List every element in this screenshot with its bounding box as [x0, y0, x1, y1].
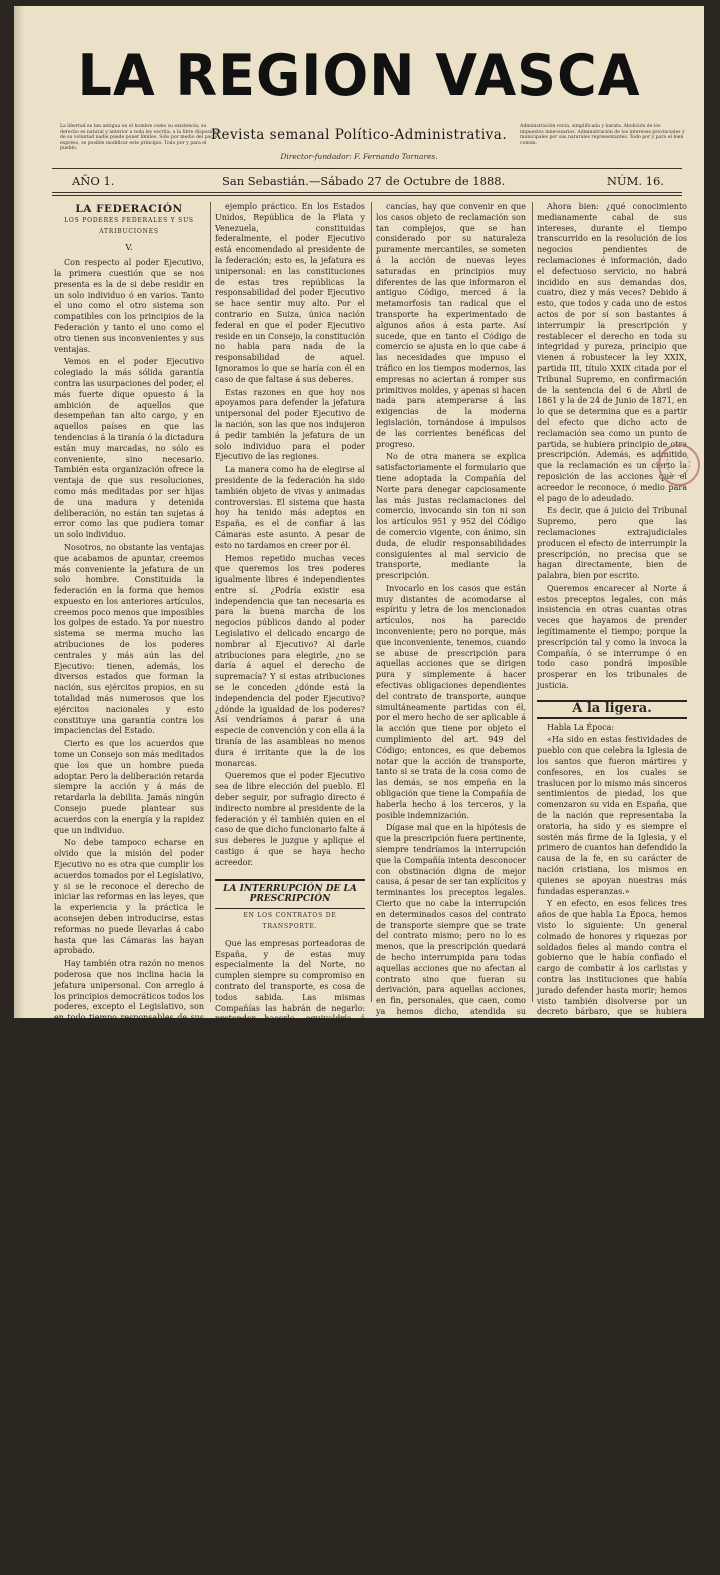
- column-3: [376, 202, 526, 1569]
- paragraph: Nosotros, no obstante las ventajas que acabamos de apuntar, creemos más conveniente la jefatura de un solo hombre. Constituida la federación en la forma que hemos expuesto en los anteriores artículos, creemos poco menos que imposibles los golpes de estado. Ya por nuestro sistema se merma mucho las atribuciones de los poderes centrales y más aún las del Ejecutivo: tienen, además, los diversos estados que forman la nación, sus ejércitos propios, en su totalidad más numerosos que los ejércitos nacionales y esto constituye una garantía contra los impaciencias del Estado.: [54, 542, 204, 736]
- year-label: AÑO 1.: [72, 174, 115, 188]
- paragraph: Queremos que el poder Ejecutivo sea de libre elección del pueblo. El deber seguir, por sufragio directo é indirecto nombre al presidente de la federación y él también quien en el caso de que dicho funcionario falte á sus deberes le juzgue y aplique el castigo á que se haya hecho acreedor.: [215, 771, 365, 867]
- column-1: [54, 202, 205, 1219]
- rule-bottom-2: [52, 195, 682, 196]
- paragraph: Habla La Época:: [547, 722, 615, 732]
- paragraph: Dígase mal que en la hipótesis de que la prescripción fuera pertinente, siempre tendríamos la interrupción que la Compañía intenta desconocer con obstinación digna de mejor causa, á pesar de ser tan explícitos y terminantes los preceptos legales. Cierto que no cabe la interrupción en determinados casos del contrato de transporte siempre que se trate del contrato mismo; pero no lo es menos, que la prescripción quedará de hecho interrumpida para todas aquellas acciones que no afectan al contrato sino que fueran su derivación, para aquellas acciones, en fin, personales, que caen, como ya hemos dicho, atendida su naturaleza, bajo las disposiciones del derecho común en consonancia á lo dispuesto en la ley V, título VIII, libro XI de la novísima recopilación. Y no podía ser otra cosa, dado el amplio criterio y los principios equitativos que informan la legislación sobre este punto concreto, cuando se presume y se presume muy bien, que el señalamiento de los plazos en la prescripción, supone necesariamente en la persona que, dentro de ellos, debe de realizar alguna formalidad judicial ó extrajudicial, la posibilidad material de obrar; pues existiendo el otro tanto: la reclamación administrativa, que precede la prescripción pierde la potestad de que pueda en ningún caso procederse en fundamento de la pérdida de los mismos derechos por prescripción.: [376, 823, 526, 1265]
- paragraph: Cierto es que los acuerdos que tome un Consejo son más meditados que los que un hombre pueda adoptar. Pero la deliberación retarda siempre la acción y á más de retardarla la debilita. Jamás ningún Consejo puede plantear sus acuerdos con la energía y la rapidez que un individuo.: [54, 739, 204, 835]
- issue-number: NÚM. 16.: [606, 174, 664, 188]
- masthead-title: LA REGION VASCA: [77, 42, 641, 109]
- date-label: San Sebastián.—Sábado 27 de Octubre de 1888.: [222, 174, 506, 188]
- paragraph: Da más fuerza ánuestras convicciones referentes á este punto, el siguiente: [54, 1187, 204, 1219]
- left-note: La libertad es tan antigua en el hombre como su existencia; su derecho es natural y anterior a toda ley escrita; a la libre disposición de su voluntad nadie puede poner límites. Sólo por medio del pacto expreso, es posible modificar este principio. Todo por y para el pueblo.: [60, 124, 221, 152]
- paragraph: La manera como ha de elegirse al presidente de la federación ha sido también objeto de vivas y animadas controversias. El sistema que hasta hoy ha tenido más adeptos en España, es el de confiar á las Cámaras este asunto. A pesar de esto no tardamos en creer por él.: [215, 465, 365, 550]
- paragraph: No debe tampoco echarse en olvido que la misión del poder Ejecutivo no es otra que cumplir los acuerdos tomados por el Legislativo, y si se le reconoce el derecho de iniciar las reformas en las leyes, que la experiencia y la práctica le aconsejen deben introducirse, estas reformas no puede llevarlas á cabo hasta que las Cámaras las hayan aprobado.: [54, 838, 204, 956]
- columns: [54, 202, 687, 1574]
- paragraph: Hemos repetido muchas veces que queremos los tres poderes igualmente libres é independientes entre sí. ¿Podría existir esa independencia que tan necesaria es para la buena marcha de los negocios públicos dando al poder Legislativo el delicado encargo de nombrar al Ejecutivo? Al darle atribuciones para elegirle, ¿no se daría á aquel el derecho de supremacía? Y si estas atribuciones se le conceden ¿dónde está la independencia del poder Ejecutivo? ¿dónde la igualdad de los poderes? Así vendríamos á parar á una especie de convención y con ella á la tiranía de las asambleas no menos dura é irritante que la de los monarcas.: [215, 553, 365, 768]
- paragraph: Esto es lo que España tiene que agradecer al hombre silbado en Zaragoza y aborrecido por toda la nación. Afortunadamente todas esas cosas y las instituciones que las hacen posibles, pasarán para no volver más, como ya ha pasado el Sr. Cánovas y los que le siguen.: [537, 1452, 687, 1537]
- director-line: Director-fundador: F. Fernando Tornares.: [280, 152, 438, 161]
- paragraph: Con respecto al poder Ejecutivo, la primera cuestión que se nos presenta es la de si debe residir en un solo individuo ó en varios. Tanto el uno como el otro sistema son compatibles con los principios de la Federación y tanto el uno como el otro tienen sus inconvenientes y sus ventajas.: [54, 258, 204, 354]
- federacion-heading: LA FEDERACIÓN: [75, 203, 183, 215]
- paragraph: Ahora bien: ¿qué conocimiento medianamente cabal de sus intereses, durante el tiempo transcurrido en la resolución de los negocios pendientes de reclamaciones é información, dado el defectuoso servicio, no habrá incidido en sus demandas dos, cuatro, diez y más veces? Debido á esto, que todos y cada uno de estos actos de por sí son bastantes á interrumpir la prescripción y restablecer el derecho en toda su integridad y pureza, principio que vienen á robustecer la ley XXIX, partida III, título XXIX citada por el Tribunal Supremo, en confirmación de la sentencia del 6 de Abril de 1861 y la de 24 de Junio de 1871, en lo que se determina que es a partir del efecto que dicho acto de reclamación sea como un punto de partida, se hubiera principio de otra prescripción. Además, es admitido que la reclamación es un cierto la reposición de las acciones que el acreedor le reconoce, ó medio para el pago de lo adeudado.: [537, 202, 687, 503]
- federacion-subheading: LOS PODERES FEDERALES Y SUS ATRIBUCIONES: [64, 216, 194, 235]
- rule-bottom: [52, 192, 682, 193]
- page-fold-shadow: [14, 6, 24, 1018]
- column-2: [215, 202, 365, 1220]
- prescripcion-heading: LA INTERRUPCIÓN DE LA PRESCRIPCIÓN: [215, 879, 365, 910]
- newspaper-page: [14, 6, 704, 1574]
- column-divider: [210, 202, 211, 1002]
- paragraph: Nuestro querido colega de Zamora, La: [537, 1553, 687, 1574]
- paragraph: Y en efecto, en esos felices tres años de que habla La Época, hemos visto lo siguiente: Un general colmado de honores y riquezas por soldados fieles al mando contra el gobierno que le había confiado el cargo de combatir á los carlistas y contra las instituciones que había jurado defender hasta morir; hemos visto también disolverse por un decreto bárbaro, que se hubiera negado á sancionar con su firma el sultán de marruecos, infinidad de familias constituidas al abrigo de la ley; hemos visto profanadas las aulas de la Universidad y acuchillados los estudiantes por el delito de defender á sus profesores; hemos visto cómo la soldadesca amotinada en Madrid, Badajoz y Burgos á indefensos ciudadanos; hemos visto á una nación amiga apoderarse, con el beneplácito de nuestros gobiernos, de unas islas que nos pertenecían; hemos visto al rey de España silbado en las calles de París por las torpezas de nuestros gobernantes; hemos visto encarcelados y desterrados muchos honrados ciudadanos, mientras vivían entre el lujo y la opulencia los defraudadores del Estado y los que por ese del mal derecho vendían á un periódico sus secretos de un convenio nuestro con los Estados Unidos; hemos visto arruinarse la agricultura, la industria y el comercio por la pésima administración de nuestros gobiernos; hemos visto y vemos á miles de nuestros hermanos emigrar á lejanos países por serles imposible vivir en España; hemos visto y vemos las leyes pisoteadas, la inmoralidad triunfante, los criminales libres, los hombres honrados postergados; España despoblada de escuelas y plagada de conventos; y hemos visto tantas cosas más que sería tarea larguísima enumerarlas.: [537, 899, 687, 1449]
- paragraph: Si en un principio se creyó indispensable la creación de este centro por el número inmenso de reclamaciones y por la simplificación que podría reportar, hoy, ante la multiplicidad de los cobros de los intereses derivados de las vías férreas, en vista de los crecientes necesidades del comercio, que tan extraordinariamente han aumentado los transportes de mer-: [215, 1091, 365, 1220]
- a-la-ligera-heading: A la ligera.: [537, 700, 687, 719]
- prescripcion-subheading: EN LOS CONTRATOS DE TRANSPORTE.: [243, 912, 337, 930]
- paragraph: cancías, hay que convenir en que los casos objeto de reclamación son tan complejos, que se han considerado por su naturaleza puramente mercantiles, se someten á la acción de nuevas leyes saturadas en principios muy diferentes de las que informaron el antiguo Código, merced á la metamorfosis tan radical que el transporte ha experimentado de algunos años á esta parte. Así sucede, que en tanto el Código de comercio se ajusta en lo que cabe á las necesidades que impuso el tráfico en los tiempos modernos, las empresas no aciertan á romper sus primitivos moldes, y apenas si hacen nada para atemperarse á las exigencias de la moderna legislación, tornándose á impulsos de las corrientes benéficas del progreso.: [376, 202, 526, 449]
- paragraph: Granitos de arena.: [547, 1540, 623, 1550]
- library-stamp-icon: [658, 444, 700, 486]
- paragraph: Queremos encarecer al Norte á estos preceptos legales, con más insistencia en otras cuantas otras veces que hayamos de prender legítimamente el tiempo; porque la prescripción tal y como la invoca la Compañía, ó se interrumpe ó en todo caso pondrá imposible prosperar en los tribunales de justicia.: [537, 583, 687, 691]
- paragraph: Que las empresas porteadoras de España, y de estas muy especialmente la del Norte, no cumplen siempre su compromiso en contrato del transporte, es cosa de todos sabida. Las mismas Compañías las habrán de negarlo: pretender hacerlo, equivaldría á negar la existencia del Servicio de reclamaciones que tienen establecido. Pero lo que todos no saben, es que dichas Compañías no se dan un punto de reposo más positivo para exigir á los públicos.: [215, 938, 365, 1089]
- paragraph: «Ha sido en estas festividades de pueblo con que celebra la Iglesia de los santos que fueron mártires y confesores, en los cuales se traslucen por lo mismo más sinceros sentimientos de piedad, los que comenzaron su vida en España, que de la nación que representaba la oratoria, ha sido y es siempre el sostén más firme de la Iglesia, y el primero de cuantos han defendido la causa de la fe, en su carácter de nación cristiana, los mismos en quienes se apoyan nuestras más fundadas esperanzas.»: [537, 735, 687, 896]
- paragraph: Invocarlo en los casos que están muy distantes de acomodarse al espíritu y letra de los mencionados artículos, nos ha parecido inconveniente; pero no porque, más que inconveniente, tenemos, cuando se abuse de prescripción para aquellas acciones que se dirigen pura y simplemente á hacer efectivas obligaciones dependientes del contrato de transporte, aunque simultáneamente partidas con él, por el mero hecho de ser aplicable á la acción que tiene por objeto el cumplimiento del art. 949 del Código; entonces, es que debemos notar que la acción de transporte, tanto si se trata de la cosa como de las demás, se nos empeña en la obligación que tiene la Compañía de haberla hecho á los terceros, y la posible indemnización.: [376, 583, 526, 820]
- right-note: Administración recta, simplificada y barata. Abolición de los impuestos innecesarios. Administración de los intereses provinciales y municipales por sus naturales representantes. Todo por y para el bien común.: [520, 124, 685, 146]
- column-divider: [371, 202, 372, 1002]
- paragraph: De modo que todo género de derechos por diferencia de portes, cantidades convenidas á pagar por anticipaciones habidas en las mercancías, y todas cuantas acciones, en una palabra, estén perfectamente desligadas del contrato de transporte, sobre que no pueden prescribir, si prescribieron, habrá de imponerse necesariamente la interrupción en el momento de que se trate de reclamar el plazo prevenido, la doctrina está reclamando ya previamente por la vía judicial, sino extrajudicialmente. La doctrina sentada por el Tribunal Supremo acerca de este punto que tanto interesa al comercio, es, que la prescripción queda, desde luego, interrumpida por las acciones de que hacemos mérito, por las reclamaciones directas aunque extrajudiciales del acreedor al deudor; así como por todo reconocimiento expreso ó tácito que el deudor haga del derecho del acreedor. (Sentencia del 14 de julio de 1871).: [376, 1268, 526, 1569]
- column-divider: [532, 202, 533, 1002]
- subtitle: Revista semanal Político-Administrativa.: [210, 127, 508, 143]
- section-number: V.: [125, 243, 133, 254]
- paragraph: Estas razones en que hoy nos apoyamos para defender la jefatura unipersonal del poder Ejecutivo de la nación, son las que nos indujeron á pedir también la jefatura de un solo individuo para el poder Ejecutivo de las regiones.: [215, 387, 365, 462]
- paragraph: Es decir, que á juicio del Tribunal Supremo, pero que las reclamaciones extrajudiciales producen el efecto de interrumpir la prescripción, no precisa que se hagan directamente, bien de palabra, bien por escrito.: [537, 506, 687, 581]
- paragraph: ejemplo práctico. En los Estados Unidos, República de la Plata y Venezuela, constituidas federalmente, el poder Ejecutivo está encomendado al presidente de la federación; esto es, la jefatura es unipersonal: en las constituciones de estas tres repúblicas la responsabilidad del poder Ejecutivo se hace sentir muy alto. Por el contrario en Suiza, única nación federal en que el poder Ejecutivo reside en un Consejo, la constitución no habla para nada de la responsabilidad de aquel. Ignoramos lo que se haría con él en caso de que faltase á sus deberes.: [215, 202, 365, 384]
- paragraph: No de otra manera se explica satisfactoriamente el formulario que tiene adoptada la Compañía del Norte para denegar capciosamente las más justas reclamaciones del comercio, invocando sin ton ni son los artículos 951 y 952 del Código de comercio vigente, con ánimo, sin duda, de eludir responsabilidades consiguientes al mal servicio de transporte, mediante la prescripción.: [376, 452, 526, 581]
- column-4: [537, 202, 687, 1574]
- paragraph: Vemos en el poder Ejecutivo colegiado la más sólida garantía contra las usurpaciones del poder, el más fuerte dique opuesto á la ambición de aquellos que desempeñan tan alto cargo, y en aquellos países en que las tendencias á la tiranía ó la dictadura están muy marcadas, no sólo es conveniente, sino necesario. También esta organización ofrece la ventaja de que sus resoluciones, como más meditadas por ser hijas de una madura y detenida deliberación, no están tan sujetas á error como las que pudiera tomar un solo individuo.: [54, 357, 204, 540]
- rule-top: [52, 168, 682, 169]
- paragraph: Hay también otra razón no menos poderosa que nos inclina hacia la jefatura unipersonal. Con arreglo á los principios democráticos todos los poderes, excepto el Legislativo, son en todo tiempo responsables de sus actos y se hallan sujetos á la sanción penal. Si el poder Ejecutivo residiera en un Consejo, ya fuese más ó menos numeroso, ¿podría exigirse á todos y cada uno de los individuos que le formaran estricta responsabilidad de sus actos? ¿Cómo habría de hacerse responsable á un hombre de los acuerdos tomados por una mayoría y que tal vez combatió en el seno del Consejo? De admitir el poder Ejecutivo colectivo habría que declararle irresponsable y esto es contrario á nuestros principios.: [54, 959, 205, 1185]
